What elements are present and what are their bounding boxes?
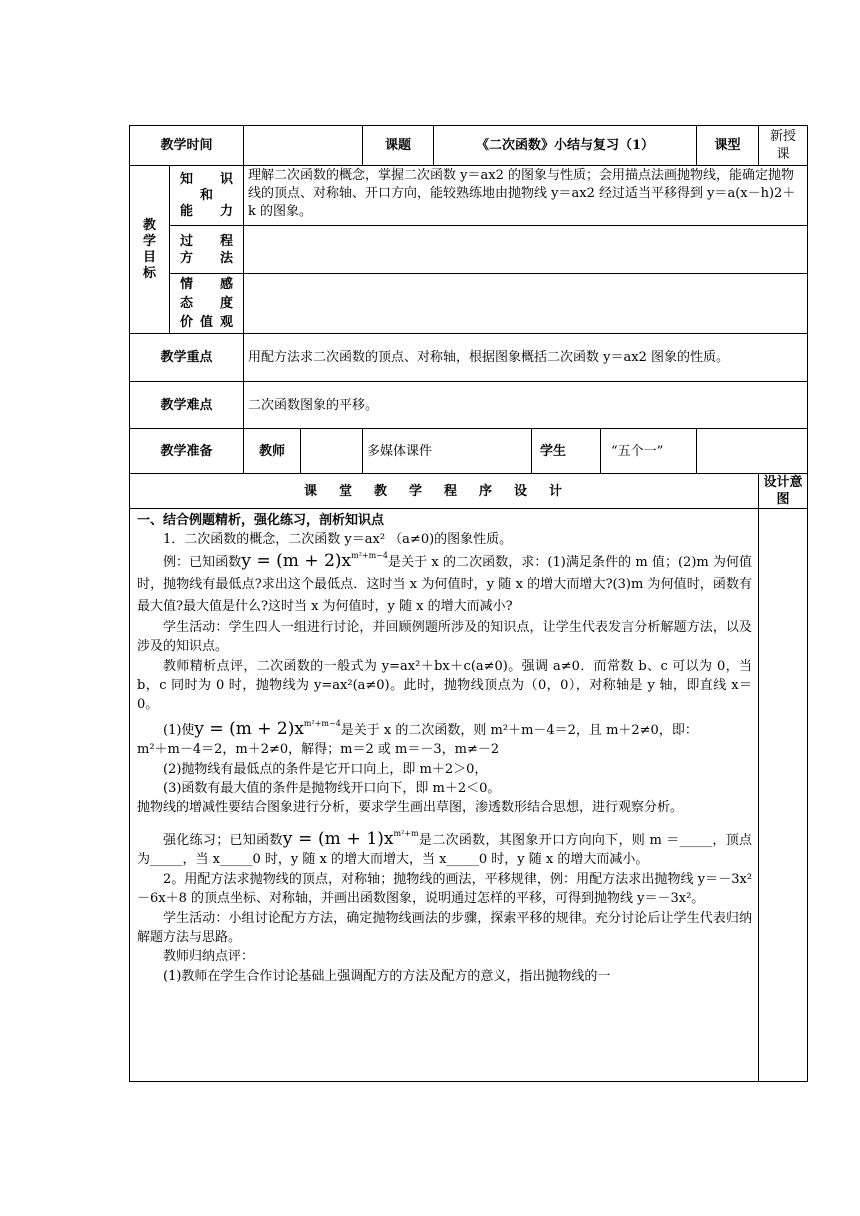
emotion-label: [170, 274, 244, 334]
student-subtable: [532, 429, 696, 473]
formula-base: y = (m + 1)x: [282, 828, 394, 849]
difficulties-label: 教学难点: [130, 382, 244, 429]
teacher-value-spacer: [301, 429, 363, 473]
teacher-subtable: [244, 429, 362, 473]
paragraph: (2)抛物线有最低点的条件是它开口向上，即 m＋2＞0，: [163, 761, 488, 777]
objectives-label: [130, 166, 170, 334]
paragraph: 抛物线的增减性要结合图象进行分析，要求学生画出草图，渗透数形结合思想，进行观察分析。: [137, 800, 684, 816]
type-label: 课型: [697, 126, 759, 166]
section-title: 一、结合例题精析，强化练习，剖析知识点: [137, 513, 385, 528]
process-content: [130, 509, 759, 1082]
objectives-label-char: 目: [142, 249, 156, 265]
label-line: 能 力: [180, 203, 234, 219]
paragraph: 2。用配方法求抛物线的顶点，对称轴；抛物线的画法，平移规律，例：用配方法求出抛物线 y＝－3x²－6x＋8 的顶点坐标、对称轴，并画出函数图象，说明通过怎样的平移，可得到抛物线 y＝－3x²。: [137, 871, 753, 907]
paragraph: [137, 830, 752, 870]
type-value: 新授课: [759, 126, 808, 166]
formula-base: y = (m + 2)x: [194, 718, 304, 739]
text-span: 是关于 x 的二次函数，求：(1)满足条件的 m 值；(2)m 为何值时，抛物线有最低点?求出这个最低点．这时当 x 为何值时，y 随 x 的增大而增大?(3)m 为何值时，函数有最大值?最大值是什么?这时当 x 为何值时，y 随 x 的增大而减小?: [137, 554, 753, 614]
objectives-label-char: 教: [142, 217, 156, 233]
difficulties-row: [130, 382, 808, 429]
preparation-student-wrap: [532, 429, 697, 474]
teacher-label: 教师: [244, 429, 301, 473]
text-span: 是关于 x 的二次函数，则 m²＋m－4＝2，且 m＋2≠0，即：: [340, 722, 698, 738]
label-line: 方 法: [180, 250, 234, 266]
time-label: 教学时间: [130, 126, 244, 166]
student-value: “五个一”: [601, 429, 697, 473]
paragraph: 教师精析点评，二次函数的一般式为 y=ax²＋bx＋c(a≠0)。强调 a≠0．而常数 b、c 可以为 0，当 b，c 同时为 0 时，抛物线为 y=ax²(a≠0)。此时，抛物线顶点为（0，0），对称轴是 y 轴，即直线 x＝0。: [137, 658, 753, 713]
process-label: [170, 226, 244, 274]
student-value-spacer: [697, 429, 808, 474]
paragraph: 教师归纳点评：: [163, 949, 255, 965]
process-text: [244, 226, 808, 274]
teacher-value: 多媒体课件: [363, 429, 532, 474]
formula-1-repeat: [194, 719, 340, 739]
label-line: 过 程: [180, 233, 234, 249]
difficulties-text: 二次函数图象的平移。: [244, 382, 808, 429]
formula-exponent: m²+m: [393, 828, 419, 838]
label-line: 知 识: [180, 171, 234, 187]
paragraph: m²＋m－4＝2，m＋2≠0，解得；m＝2 或 m＝－3，m≠－2: [137, 742, 500, 758]
design-header-row: [130, 474, 808, 509]
formula-1: [241, 551, 388, 571]
design-body-row: [130, 509, 808, 1082]
text-span: 例：已知函数: [163, 554, 242, 570]
preparation-label: 教学准备: [130, 429, 244, 474]
paragraph: (1)教师在学生合作讨论基础上强调配方的方法及配方的意义，指出抛物线的一: [163, 968, 611, 984]
preparation-row: [130, 429, 808, 474]
key-points-row: [130, 334, 808, 382]
knowledge-label: [170, 166, 244, 226]
design-title: 课堂教学程序设计: [130, 474, 759, 509]
knowledge-text: 理解二次函数的概念，掌握二次函数 y＝ax2 的图象与性质；会用描点法画抛物线，能确定抛物线的顶点、对称轴、开口方向，能较熟练地由抛物线 y＝ax2 经过适当平移得到 y＝a(x－h)2＋k 的图象。: [244, 166, 808, 226]
preparation-teacher-wrap: [244, 429, 363, 474]
label-line: 情 感: [180, 277, 234, 292]
student-label: 学生: [540, 443, 567, 459]
label-line: 价值观: [180, 315, 234, 330]
formula-2: [283, 829, 419, 849]
objective-row-knowledge: [130, 166, 808, 226]
intent-label: 设计意图: [759, 474, 808, 509]
topic-value: 《二次函数》小结与复习（1）: [434, 126, 697, 166]
key-points-text: 用配方法求二次函数的顶点、对称轴，根据图象概括二次函数 y＝ax2 图象的性质。: [244, 334, 808, 382]
label-line: 和: [200, 187, 214, 203]
paragraph: 学生活动：小组讨论配方方法，确定抛物线画法的步骤，探索平移的规律。充分讨论后让学生代表归纳解题方法与思路。: [137, 910, 753, 945]
header-row: [130, 126, 808, 166]
text-span: (1)使: [163, 722, 195, 738]
objectives-label-char: 学: [142, 233, 156, 249]
formula-exponent: m²+m−4: [303, 718, 341, 728]
label-line: 态 度: [180, 296, 234, 311]
topic-label: 课题: [363, 126, 434, 166]
emotion-text: [244, 274, 808, 334]
objective-row-emotion: [130, 274, 808, 334]
objectives-label-char: 标: [142, 265, 156, 281]
text-span: 强化练习；已知函数: [163, 832, 283, 848]
key-points-label: 教学重点: [130, 334, 244, 382]
time-value: [244, 126, 363, 166]
paragraph: [137, 550, 752, 618]
paragraph: (3)函数有最大值的条件是抛物线开口向下，即 m＋2＜0。: [163, 781, 501, 797]
formula-exponent: m²+m−4: [351, 550, 388, 560]
objective-row-process: [130, 226, 808, 274]
text-span: 是二次函数，其图象开口方向向下，则 m ＝_____，顶点为_____，当 x_____0 时，y 随 x 的增大而增大，当 x_____0 时，y 随 x 的增大而减小。: [137, 832, 753, 868]
lesson-plan-table: [129, 125, 808, 1082]
intent-content: [759, 509, 808, 1082]
paragraph: [137, 720, 752, 740]
paragraph: 1．二次函数的概念，二次函数 y＝ax² （a≠0)的图象性质。: [163, 532, 513, 548]
paragraph: 学生活动：学生四人一组进行讨论，并回顾例题所涉及的知识点，让学生代表发言分析解题方法，以及涉及的知识点。: [137, 619, 753, 655]
formula-base: y = (m + 2)x: [241, 550, 352, 571]
